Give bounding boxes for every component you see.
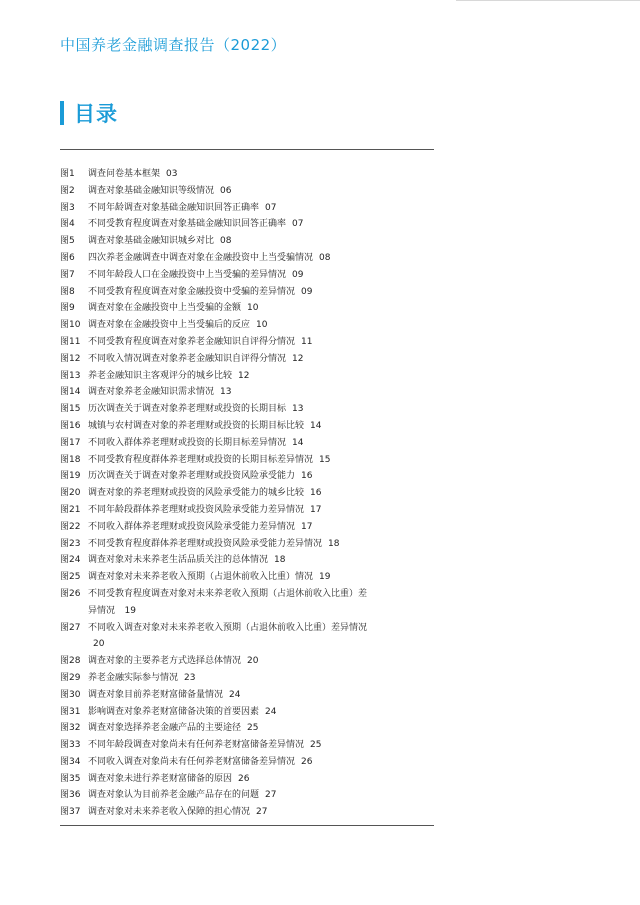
- figure-list-item[interactable]: [60, 334, 460, 351]
- figure-list-item[interactable]: [60, 704, 460, 721]
- figure-title: 调查对象在金融投资中上当受骗后的反应: [88, 320, 251, 331]
- figure-page-number: 12: [238, 370, 250, 381]
- figure-list-item[interactable]: [60, 586, 460, 620]
- figure-page-number: 17: [301, 521, 313, 532]
- figure-title: 不同年龄段群体养老理财或投资风险承受能力差异情况: [88, 504, 305, 515]
- toc-heading-text: 目录: [74, 102, 118, 126]
- figure-list-item[interactable]: [60, 468, 460, 485]
- figure-label: 图37: [60, 807, 81, 818]
- figure-list-item[interactable]: [60, 552, 460, 569]
- figure-title: 不同受教育程度群体养老理财或投资的长期目标差异情况: [88, 454, 314, 465]
- figure-label: 图31: [60, 706, 81, 717]
- figure-page-number: 13: [292, 404, 304, 415]
- figure-label: 图7: [60, 269, 75, 280]
- figure-title: 调查对象的主要养老方式选择总体情况: [88, 656, 242, 667]
- figure-page-number: 26: [301, 756, 313, 767]
- figure-page-number: 12: [292, 353, 304, 364]
- figure-list-item[interactable]: [60, 787, 460, 804]
- figure-label: 图9: [60, 303, 75, 314]
- figure-label: 图3: [60, 202, 75, 213]
- figure-page-number: 10: [247, 303, 259, 314]
- figure-list-item[interactable]: [60, 166, 460, 183]
- figure-label: 图14: [60, 387, 81, 398]
- figure-title-wrap: [88, 620, 373, 654]
- figure-title: 调查对象选择养老金融产品的主要途径: [88, 723, 242, 734]
- figure-list-item[interactable]: [60, 418, 460, 435]
- figure-label: 图33: [60, 740, 81, 751]
- figure-label: 图21: [60, 504, 81, 515]
- figure-title: 调查对象对未来养老收入保障的担心情况: [88, 807, 251, 818]
- figure-page-number: 13: [220, 387, 232, 398]
- figure-title: 调查对象对未来养老收入预期（占退休前收入比重）情况: [88, 572, 314, 583]
- figure-label: 图35: [60, 773, 81, 784]
- figure-title: 不同收入群体养老理财或投资风险承受能力差异情况: [88, 521, 296, 532]
- figure-list-item[interactable]: [60, 384, 460, 401]
- figure-page-number: 07: [265, 202, 277, 213]
- figure-label: 图23: [60, 538, 81, 549]
- figure-label: 图25: [60, 572, 81, 583]
- figure-label: 图20: [60, 488, 81, 499]
- figure-title: 不同年龄段调查对象尚未有任何养老财富储备差异情况: [88, 740, 305, 751]
- figure-title: 不同受教育程度调查对象对未来养老收入预期（占退休前收入比重）差异情况: [88, 588, 368, 616]
- figure-label: 图13: [60, 370, 81, 381]
- figure-label: 图24: [60, 555, 81, 566]
- figure-list-item[interactable]: [60, 502, 460, 519]
- figure-title: 不同受教育程度调查对象金融投资中受骗的差异情况: [88, 286, 296, 297]
- figure-list-item[interactable]: [60, 569, 460, 586]
- figure-list-item[interactable]: [60, 300, 460, 317]
- figure-label: 图15: [60, 404, 81, 415]
- figure-page-number: 26: [238, 773, 250, 784]
- figure-label: 图34: [60, 756, 81, 767]
- figure-list: [60, 166, 460, 821]
- figure-page-number: 20: [247, 656, 259, 667]
- top-divider: [456, 0, 640, 1]
- figure-title: 调查对象在金融投资中上当受骗的金额: [88, 303, 242, 314]
- figure-label: 图19: [60, 471, 81, 482]
- figure-title: 四次养老金融调查中调查对象在金融投资中上当受骗情况: [88, 252, 314, 263]
- figure-page-number: 27: [265, 790, 277, 801]
- figure-list-item[interactable]: [60, 653, 460, 670]
- figure-page-number: 08: [319, 252, 331, 263]
- toc-heading: [60, 100, 118, 126]
- figure-list-item[interactable]: [60, 183, 460, 200]
- figure-title: 历次调查关于调查对象养老理财或投资的长期目标: [88, 404, 287, 415]
- figure-list-item[interactable]: [60, 233, 460, 250]
- figure-title: 不同收入情况调查对象养老金融知识自评得分情况: [88, 353, 287, 364]
- figure-label: 图10: [60, 320, 81, 331]
- figure-page-number: 19: [319, 572, 331, 583]
- figure-list-item[interactable]: [60, 435, 460, 452]
- figure-page-number: 15: [319, 454, 331, 465]
- figure-title: 调查对象养老金融知识需求情况: [88, 387, 215, 398]
- figure-label: 图26: [60, 588, 81, 599]
- figure-label: 图2: [60, 185, 75, 196]
- figure-title: 不同受教育程度调查对象基础金融知识回答正确率: [88, 219, 287, 230]
- figure-page-number: 23: [184, 672, 196, 683]
- figure-label: 图5: [60, 236, 75, 247]
- figure-list-item[interactable]: [60, 737, 460, 754]
- figure-title: 历次调查关于调查对象养老理财或投资风险承受能力: [88, 471, 296, 482]
- figure-list-item[interactable]: [60, 720, 460, 737]
- figure-list-item[interactable]: [60, 250, 460, 267]
- figure-title: 调查对象基础金融知识城乡对比: [88, 236, 215, 247]
- figure-title: 调查对象对未来养老生活品质关注的总体情况: [88, 555, 269, 566]
- figure-title: 不同年龄段人口在金融投资中上当受骗的差异情况: [88, 269, 287, 280]
- figure-list-item[interactable]: [60, 200, 460, 217]
- figure-label: 图16: [60, 420, 81, 431]
- figure-list-item[interactable]: [60, 620, 460, 654]
- figure-title: 养老金融实际参与情况: [88, 672, 179, 683]
- figure-list-item[interactable]: [60, 317, 460, 334]
- figure-list-item[interactable]: [60, 267, 460, 284]
- figure-page-number: 09: [301, 286, 313, 297]
- figure-label: 图29: [60, 672, 81, 683]
- report-title: 中国养老金融调查报告（2022）: [60, 36, 287, 54]
- figure-label: 图28: [60, 656, 81, 667]
- figure-list-item[interactable]: [60, 687, 460, 704]
- figure-list-item[interactable]: [60, 284, 460, 301]
- figure-list-item[interactable]: [60, 804, 460, 821]
- figure-title: 影响调查对象养老财富储备决策的首要因素: [88, 706, 260, 717]
- figure-label: 图8: [60, 286, 75, 297]
- figure-page-number: 14: [292, 437, 304, 448]
- heading-accent-bar: [60, 101, 64, 125]
- figure-title: 不同受教育程度调查对象养老金融知识自评得分情况: [88, 336, 296, 347]
- figure-page-number: 24: [229, 689, 241, 700]
- figure-page-number: 14: [310, 420, 322, 431]
- figure-label: 图17: [60, 437, 81, 448]
- figure-title: 不同受教育程度群体养老理财或投资风险承受能力差异情况: [88, 538, 323, 549]
- figure-list-item[interactable]: [60, 216, 460, 233]
- figure-list-item[interactable]: [60, 670, 460, 687]
- figure-page-number: 10: [256, 320, 268, 331]
- figure-list-item[interactable]: [60, 754, 460, 771]
- figure-title: 调查问卷基本框架: [88, 169, 161, 179]
- figure-label: 图22: [60, 521, 81, 532]
- figure-page-number: 18: [274, 555, 286, 566]
- figure-page-number: 20: [93, 639, 105, 650]
- figure-label: 图1: [60, 169, 75, 179]
- figure-list-item[interactable]: [60, 771, 460, 788]
- figure-list-item[interactable]: [60, 485, 460, 502]
- figure-page-number: 27: [256, 807, 268, 818]
- figure-title: 养老金融知识主客观评分的城乡比较: [88, 370, 233, 381]
- figure-label: 图30: [60, 689, 81, 700]
- figure-title: 调查对象未进行养老财富储备的原因: [88, 773, 233, 784]
- figure-page-number: 09: [292, 269, 304, 280]
- figure-title: 不同收入群体养老理财或投资的长期目标差异情况: [88, 437, 287, 448]
- figure-page-number: 08: [220, 236, 232, 247]
- figure-title: 不同收入调查对象对未来养老收入预期（占退休前收入比重）差异情况: [88, 622, 368, 633]
- figure-title: 不同收入调查对象尚未有任何养老财富储备差异情况: [88, 756, 296, 767]
- figure-page-number: 17: [310, 504, 322, 515]
- figure-title: 不同年龄调查对象基础金融知识回答正确率: [88, 202, 260, 213]
- figure-title: 调查对象的养老理财或投资的风险承受能力的城乡比较: [88, 488, 305, 499]
- figure-page-number: 18: [328, 538, 340, 549]
- figure-list-item[interactable]: [60, 401, 460, 418]
- figure-label: 图6: [60, 252, 75, 263]
- figure-title-wrap: [88, 586, 373, 620]
- figure-page-number: 07: [292, 219, 304, 230]
- figure-page-number: 25: [310, 740, 322, 751]
- figure-label: 图18: [60, 454, 81, 465]
- figure-page-number: 16: [310, 488, 322, 499]
- figure-page-number: 25: [247, 723, 259, 734]
- figure-list-item[interactable]: [60, 536, 460, 553]
- figure-label: 图12: [60, 353, 81, 364]
- figure-page-number: 03: [166, 169, 178, 179]
- figure-page-number: 19: [124, 605, 136, 616]
- bottom-rule: [60, 825, 434, 826]
- figure-list-item[interactable]: [60, 519, 460, 536]
- figure-page-number: 16: [301, 471, 313, 482]
- figure-title: 调查对象目前养老财富储备量情况: [88, 689, 224, 700]
- figure-list-item[interactable]: [60, 351, 460, 368]
- figure-title: 调查对象认为目前养老金融产品存在的问题: [88, 790, 260, 801]
- top-rule: [60, 149, 434, 150]
- figure-title: 调查对象基础金融知识等级情况: [88, 185, 215, 196]
- figure-list-item[interactable]: [60, 452, 460, 469]
- figure-page-number: 24: [265, 706, 277, 717]
- figure-list-item[interactable]: [60, 368, 460, 385]
- figure-label: 图4: [60, 219, 75, 230]
- figure-label: 图11: [60, 336, 81, 347]
- figure-title: 城镇与农村调查对象的养老理财或投资的长期目标比较: [88, 420, 305, 431]
- figure-page-number: 11: [301, 336, 313, 347]
- figure-page-number: 06: [220, 185, 232, 196]
- figure-label: 图32: [60, 723, 81, 734]
- figure-label: 图36: [60, 790, 81, 801]
- figure-label: 图27: [60, 622, 81, 633]
